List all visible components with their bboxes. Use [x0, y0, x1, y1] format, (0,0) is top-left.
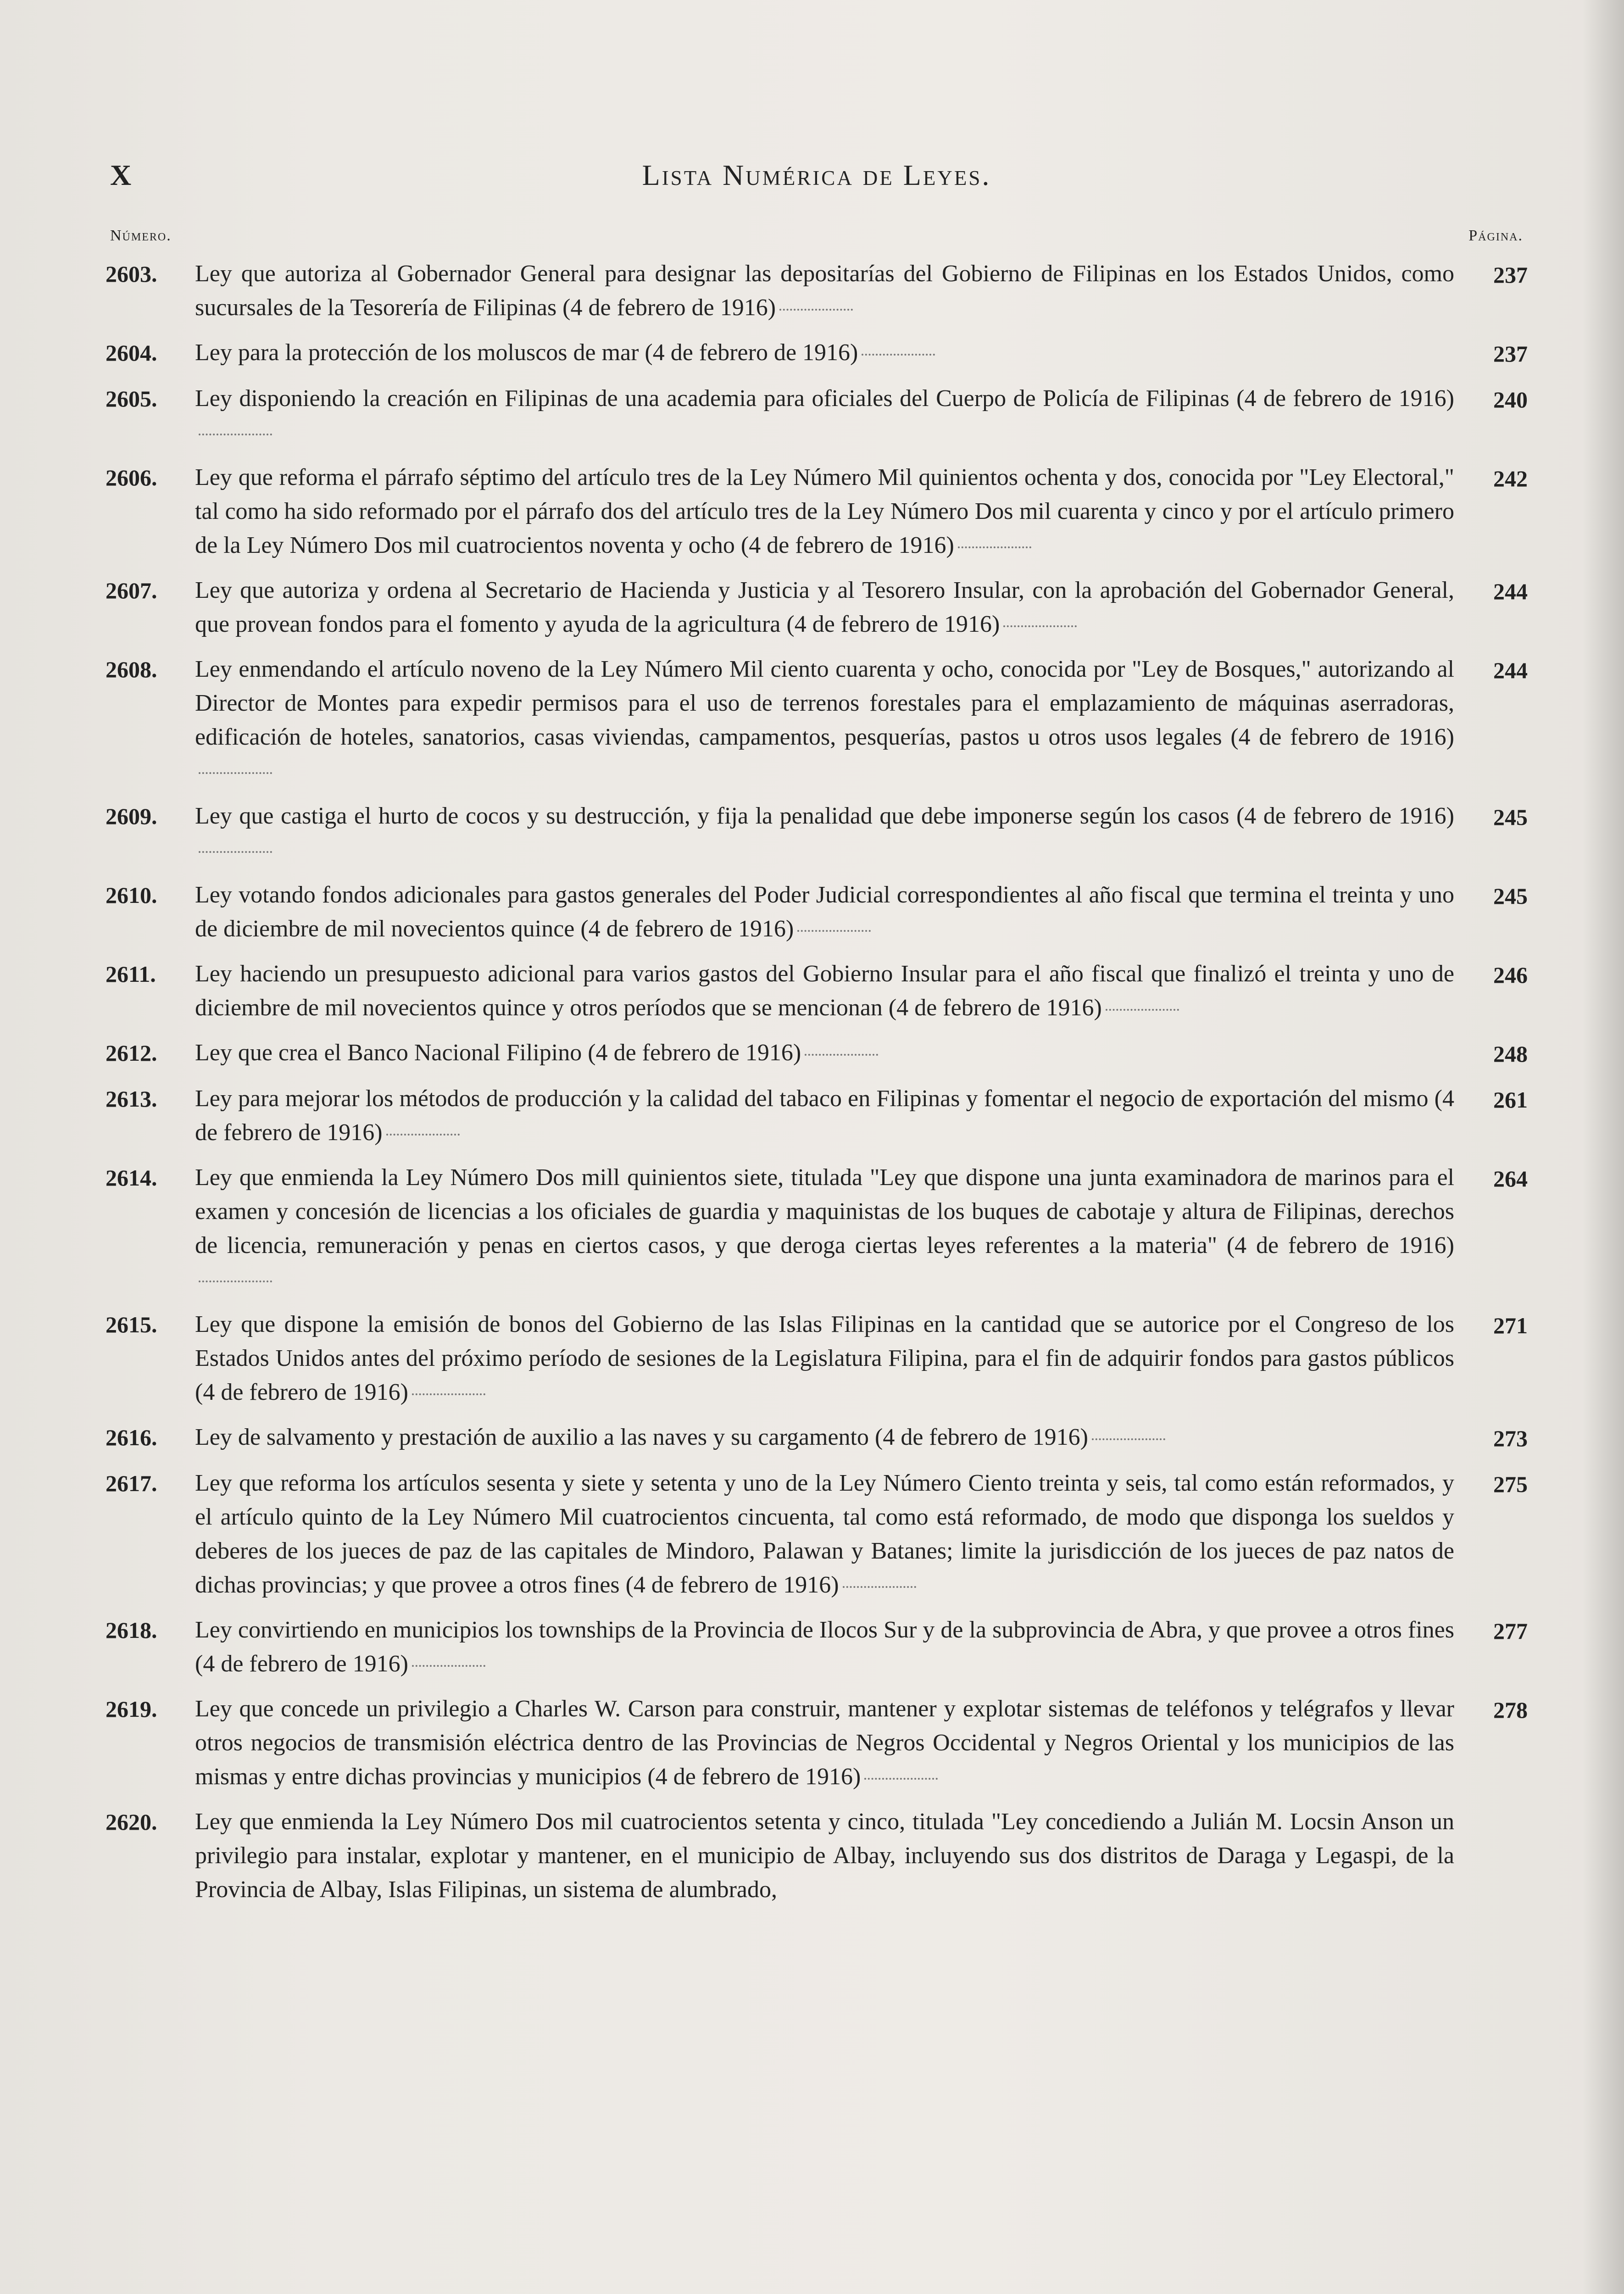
page-reference: 240 [1493, 387, 1528, 412]
leader-dots [386, 1134, 460, 1136]
law-description: Ley convirtiendo en municipios los townships de la Provincia de Ilocos Sur y de la subprovincia de Abra, y que provee a otros fines (4 de febrero de 1916) [195, 1617, 1454, 1677]
law-number: 2614. [106, 1165, 157, 1191]
leader-dots [843, 1586, 916, 1588]
page-reference: 277 [1493, 1618, 1528, 1644]
law-description: Ley de salvamento y prestación de auxilio a las naves y su cargamento (4 de febrero de 1916) [195, 1420, 1463, 1454]
law-entry [106, 1692, 1528, 1794]
law-description: Ley votando fondos adicionales para gastos generales del Poder Judicial correspondientes al año fiscal que termina el treinta y uno de diciembre de mil novecientos quince (4 de febrero de 1916) [195, 882, 1454, 942]
page-reference: 248 [1493, 1041, 1528, 1067]
law-description: Ley disponiendo la creación en Filipinas de una academia para oficiales del Cuerpo de Policía de Filipinas (4 de febrero de 1916) [195, 382, 1463, 450]
leader-dots [199, 1281, 272, 1282]
law-entry [106, 1161, 1528, 1297]
law-number: 2619. [106, 1696, 157, 1722]
law-number: 2606. [106, 465, 157, 490]
law-description: Ley haciendo un presupuesto adicional para varios gastos del Gobierno Insular para el año fiscal que finalizó el treinta y uno de diciembre de mil novecientos quince y otros períodos que se mencionan (4 de febrero de 1916) [195, 961, 1454, 1021]
law-entry [106, 257, 1528, 325]
leader-dots [958, 546, 1031, 548]
leader-dots [412, 1665, 485, 1667]
page-reference: 237 [1493, 341, 1528, 367]
law-number: 2615. [106, 1312, 157, 1337]
law-number: 2617. [106, 1470, 157, 1496]
page-column-label: Página. [1468, 227, 1523, 244]
leader-dots [412, 1393, 485, 1395]
law-description: Ley que reforma los artículos sesenta y siete y setenta y uno de la Ley Número Ciento treinta y seis, tal como están reformados, y el artículo quinto de la Ley Número Mil cuatrocientos cincuenta, tal como está reformado, de modo que disponga los sueldos y deberes de los jueces de paz de las capitales de Mindoro, Palawan y Batanes; limite la jurisdicción de los jueces de paz natos de dichas provincias; y que provee a otros fines (4 de febrero de 1916) [195, 1470, 1454, 1598]
law-entry [106, 461, 1528, 562]
law-number: 2609. [106, 803, 157, 829]
leader-dots [199, 434, 272, 435]
law-entry [106, 652, 1528, 788]
law-entry [106, 382, 1528, 450]
leader-dots [862, 354, 935, 356]
law-entry [106, 799, 1528, 867]
law-entry [106, 336, 1528, 371]
law-number: 2612. [106, 1040, 157, 1066]
leader-dots [1003, 625, 1077, 627]
law-list [106, 257, 1528, 1918]
leader-dots [779, 309, 853, 311]
leader-dots [797, 930, 871, 932]
law-entry [106, 1036, 1528, 1071]
law-description: Ley que enmienda la Ley Número Dos mill quinientos siete, titulada "Ley que dispone una junta examinadora de marinos para el examen y concesión de licencias a los oficiales de guardia y maquinistas de los buques de cabotaje y altura de Filipinas, derechos de licencia, remuneración y penas en ciertos casos, y que deroga ciertas leyes referentes a la materia" (4 de febrero de 1916) [195, 1161, 1463, 1297]
page-reference: 244 [1493, 579, 1528, 604]
law-description: Ley que crea el Banco Nacional Filipino (4 de febrero de 1916) [195, 1036, 1463, 1070]
leader-dots [864, 1778, 938, 1780]
law-number: 2605. [106, 386, 157, 412]
page-reference: 246 [1493, 962, 1528, 988]
page-reference: 245 [1493, 883, 1528, 909]
page-reference: 273 [1493, 1425, 1528, 1451]
law-number: 2603. [106, 261, 157, 287]
law-description: Ley para mejorar los métodos de producción y la calidad del tabaco en Filipinas y fomentar el negocio de exportación del mismo (4 de febrero de 1916) [195, 1086, 1454, 1146]
leader-dots [1092, 1438, 1165, 1440]
law-entry [106, 574, 1528, 641]
law-description: Ley que autoriza al Gobernador General para designar las depositarías del Gobierno de Filipinas en los Estados Unidos, como sucursales de la Tesorería de Filipinas (4 de febrero de 1916) [195, 261, 1454, 321]
page-title: Lista Numérica de Leyes. [642, 159, 991, 191]
law-number: 2607. [106, 578, 157, 603]
law-description: Ley que dispone la emisión de bonos del Gobierno de las Islas Filipinas en la cantidad que se autorice por el Congreso de los Estados Unidos antes del próximo período de sesiones de la Legislatura Filipina, para el fin de adquirir fondos para gastos públicos (4 de febrero de 1916) [195, 1311, 1454, 1405]
law-description: Ley que concede un privilegio a Charles W. Carson para construir, mantener y explotar sistemas de teléfonos y telégrafos y llevar otros negocios de transmisión eléctrica dentro de las Provincias de Negros Occidental y Negros Oriental y los municipios de las mismas y entre dichas provincias y municipios (4 de febrero de 1916) [195, 1696, 1454, 1790]
page-reference: 245 [1493, 804, 1528, 830]
law-description: Ley que reforma el párrafo séptimo del artículo tres de la Ley Número Mil quinientos ochenta y dos, conocida por "Ley Electoral," tal como ha sido reformado por el párrafo dos del artículo tres de la Ley Número Dos mil cuarenta y cinco y por el artículo primero de la Ley Número Dos mil cuatrocientos noventa y ocho (4 de febrero de 1916) [195, 464, 1454, 558]
law-entry [106, 1466, 1528, 1602]
law-description: Ley que autoriza y ordena al Secretario de Hacienda y Justicia y al Tesorero Insular, con la aprobación del Gobernador General, que provean fondos para el fomento y ayuda de la agricultura (4 de febrero de 1916) [195, 577, 1454, 637]
page-reference: 264 [1493, 1166, 1528, 1192]
law-entry [106, 1082, 1528, 1150]
law-entry [106, 1308, 1528, 1409]
law-entry [106, 878, 1528, 946]
page-reference: 237 [1493, 262, 1528, 288]
page-reference: 244 [1493, 657, 1528, 683]
page-reference: 271 [1493, 1313, 1528, 1338]
page-number: X [110, 159, 133, 191]
law-number: 2608. [106, 657, 157, 682]
leader-dots [805, 1054, 878, 1056]
law-number: 2620. [106, 1809, 157, 1835]
page-reference: 278 [1493, 1697, 1528, 1723]
law-description: Ley enmendando el artículo noveno de la Ley Número Mil ciento cuarenta y ocho, conocida por "Ley de Bosques," autorizando al Director de Montes para expedir permisos para el uso de terrenos forestales para el emplazamiento de máquinas aserradoras, edificación de hoteles, sanatorios, casas viviendas, campamentos, pesquerías, pastos u otros usos legales (4 de febrero de 1916) [195, 652, 1463, 788]
column-labels [110, 227, 1523, 250]
leader-dots [199, 851, 272, 853]
law-number: 2613. [106, 1086, 157, 1112]
page-reference: 242 [1493, 466, 1528, 491]
law-number: 2616. [106, 1425, 157, 1450]
law-entry [106, 1613, 1528, 1681]
leader-dots [1106, 1009, 1179, 1011]
page-reference [1463, 1805, 1528, 1806]
leader-dots [199, 772, 272, 774]
page-reference: 275 [1493, 1471, 1528, 1497]
page-header [110, 158, 1523, 200]
law-number: 2611. [106, 961, 156, 987]
law-description: Ley para la protección de los moluscos de mar (4 de febrero de 1916) [195, 336, 1463, 370]
page-reference: 261 [1493, 1087, 1528, 1113]
law-entry [106, 1420, 1528, 1455]
number-column-label: Número. [110, 227, 172, 244]
law-number: 2618. [106, 1617, 157, 1643]
law-description: Ley que castiga el hurto de cocos y su destrucción, y fija la penalidad que debe imponerse según los casos (4 de febrero de 1916) [195, 799, 1463, 867]
law-number: 2604. [106, 340, 157, 366]
law-entry [106, 957, 1528, 1025]
law-number: 2610. [106, 882, 157, 908]
law-description: Ley que enmienda la Ley Número Dos mil cuatrocientos setenta y cinco, titulada "Ley concediendo a Julián M. Locsin Anson un privilegio para instalar, explotar y mantener, en el municipio de Albay, incluyendo sus dos distritos de Daraga y Legaspi, de la Provincia de Albay, Islas Filipinas, un sistema de alumbrado, [195, 1809, 1454, 1903]
law-entry [106, 1805, 1528, 1907]
